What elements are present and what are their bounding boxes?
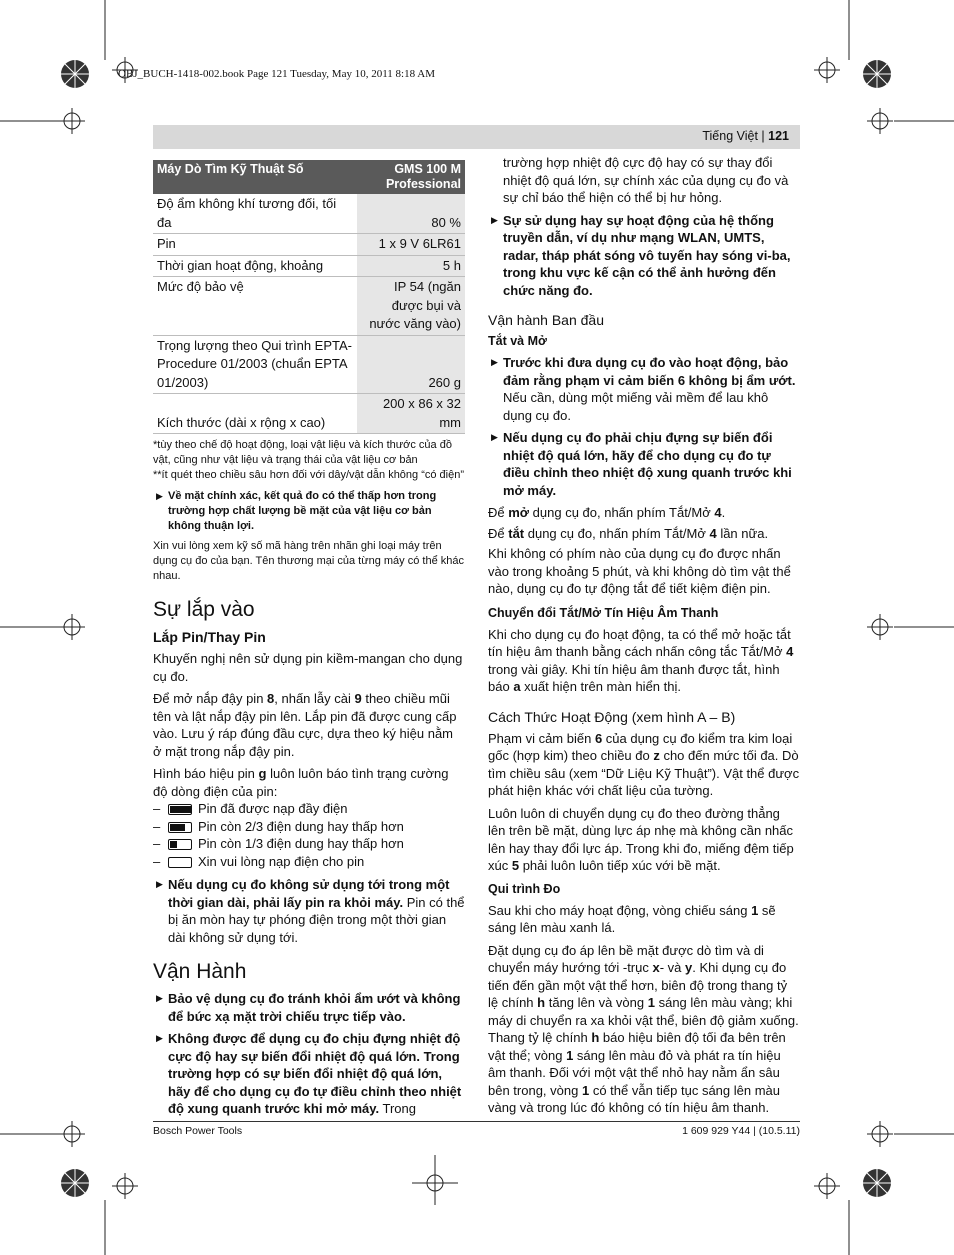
list-item: – Pin đã được nạp đầy điện xyxy=(153,801,348,816)
table-row: Thời gian hoạt động, khoảng 5 h xyxy=(153,255,465,277)
table-row: Trọng lượng theo Qui trình EPTA-Procedure 01/2003 (chuẩn EPTA 01/2003) 260 g xyxy=(153,335,465,394)
subsection-title-startup: Vận hành Ban đầu xyxy=(488,312,604,328)
table-row: Kích thước (dài x rộng x cao) 200 x 86 x 32 mm xyxy=(153,394,465,434)
battery-two-thirds-icon xyxy=(168,822,192,833)
paragraph: Hình báo hiệu pin g luôn luôn báo tình trạng cường độ dòng điện của pin: xyxy=(153,766,449,799)
spec-head-label: Máy Dò Tìm Kỹ Thuật Số xyxy=(153,160,357,194)
subsection-title-onoff: Tắt và Mở xyxy=(488,334,547,348)
table-row: Mức độ bảo vệ IP 54 (ngăn được bụi và nước văng vào) xyxy=(153,277,465,336)
battery-full-icon xyxy=(168,804,192,815)
spec-head-model: GMS 100 M Professional xyxy=(357,160,465,194)
paragraph: Khi không có phím nào của dụng cụ đo được nhấn vào trong khoảng 5 phút, và khi không dò tìm vật thể nào, dụng cụ đo tự động tắt để tiết kiệm điện pin. xyxy=(488,546,791,596)
footer-rule xyxy=(153,1121,800,1122)
subsection-title-procedure: Qui trình Đo xyxy=(488,881,561,896)
paragraph: Để mở nắp đậy pin 8, nhấn lẫy cài 9 theo chiều mũi tên và lật nắp đậy pin lên. Lắp pin đã được cung cấp vào. Lưu ý ráp đúng đầu cực, dựa theo ký hiệu nằm ở mặt trong nắp đậy pin. xyxy=(153,691,457,759)
spec-table-header xyxy=(153,160,465,194)
paragraph: Để mở dụng cụ đo, nhấn phím Tắt/Mở 4. xyxy=(488,505,726,520)
paragraph: Đặt dụng cụ đo áp lên bề mặt được dò tìm và di chuyển máy hướng tới -trục x- và y. Khi dụng cụ đo tiến đến gần một vật thể hơn, biên độ trong thang tỷ lệ chính h tăng lên và vòng 1 sáng lên màu vàng; khi máy di chuyển ra xa khỏi vật thể, biên độ giảm xuống. Thang tỷ lệ chính h báo hiệu biên độ tối đa bên trên vật thể; vòng 1 sáng lên màu đỏ và phát ra tín hiệu âm thanh. Đối với một vật thể nhỏ hay nằm ẩn sâu bên trong, vòng 1 có thể vẫn tiếp tục sáng lên màu vàng và trong lúc đó không có tín hiệu âm thanh. xyxy=(488,942,799,1115)
page-number: 121 xyxy=(768,129,789,143)
list-item: – Pin còn 2/3 điện dung hay thấp hơn xyxy=(153,818,404,834)
bullet-triangle-icon: ▶ xyxy=(491,357,498,367)
page-header: Tiếng Việt | 121 xyxy=(702,129,789,143)
paragraph: Khuyến nghị nên sử dụng pin kiềm-mangan cho dụng cụ đo. xyxy=(153,651,463,684)
list-item: – Pin còn 1/3 điện dung hay thấp hơn xyxy=(153,836,404,851)
bullet-triangle-icon: ▶ xyxy=(156,491,163,501)
section-title-assembly: Sự lắp vào xyxy=(153,598,255,621)
bullet-triangle-icon: ▶ xyxy=(156,993,163,1003)
bullet-triangle-icon: ▶ xyxy=(156,1033,163,1043)
paragraph: Sau khi cho máy hoạt động, vòng chiếu sáng 1 sẽ sáng lên màu xanh lá. xyxy=(488,902,776,935)
warning-moisture: ▶ Bảo vệ dụng cụ đo tránh khỏi ẩm ướt và không để bức xạ mặt trời chiếu trực tiếp vào. xyxy=(156,991,461,1024)
paragraph: Để tắt dụng cụ đo, nhấn phím Tắt/Mở 4 lần nữa. xyxy=(488,525,769,541)
warning-acclimate: ▶ Nếu dụng cụ đo phải chịu đựng sự biến đổi nhiệt độ quá lớn, hãy để cho dụng cụ đo tự điều chỉnh theo nhiệt độ xung quanh trước khi mở máy. xyxy=(491,430,792,498)
footnote-2: **ít quét theo chiều sâu hơn đối với dây/vật dẫn không “có điện” xyxy=(153,469,465,481)
subsection-title-sound: Chuyển đổi Tắt/Mở Tín Hiệu Âm Thanh xyxy=(488,605,719,620)
serial-note: Xin vui lòng xem kỹ số mã hàng trên nhãn ghi loại máy trên dụng cụ đo của bạn. Tên thương mại của từng máy có thể khác nhau. xyxy=(153,540,464,582)
table-row: Pin 1 x 9 V 6LR61 xyxy=(153,234,465,256)
list-item: – Xin vui lòng nạp điện cho pin xyxy=(153,853,365,869)
paragraph: Khi cho dụng cụ đo hoạt động, ta có thể mở hoặc tắt tín hiệu âm thanh bằng cách nhấn công tắc Tắt/Mở 4 trong vài giây. Khi tín hiệu âm thanh được tắt, hình báo a xuất hiện trên màn hiển thị. xyxy=(488,626,794,694)
right-column xyxy=(488,154,800,1122)
battery-empty-icon xyxy=(168,857,192,868)
bullet-triangle-icon: ▶ xyxy=(156,879,163,889)
bullet-triangle-icon: ▶ xyxy=(491,214,498,225)
table-row: Độ ẩm không khí tương đối, tối đa 80 % xyxy=(153,194,465,234)
footer-brand: Bosch Power Tools xyxy=(153,1125,243,1137)
header-language: Tiếng Việt xyxy=(702,129,758,143)
battery-one-third-icon xyxy=(168,839,192,850)
warning-interference: ▶ Sự sử dụng hay sự hoạt động của hệ thống truyền dẫn, ví dụ như mạng WLAN, UMTS, radar, tháp phát sóng vô tuyến hay sóng vi-ba, trong khu vực kế cận có thể ảnh hưởng đến chức năng đo. xyxy=(491,212,791,298)
paragraph: Luôn luôn di chuyển dụng cụ đo theo đường thẳng lên trên bề mặt, dùng lực áp nhẹ mà không cần nhấc lên hay thay đổi lực áp. Trong khi đo, miếng đệm tiếp xúc 5 phải luôn luôn tiếp xúc với bề mặt. xyxy=(488,805,794,873)
warning-temperature: ▶ Không được để dụng cụ đo chịu đựng nhiệt độ cực độ hay sự biến đổi nhiệt độ quá lớn. Trong trường hợp có sự biến đổi nhiệt độ quá lớn, hãy để cho dụng cụ đo tự điều chỉnh theo nhiệt độ xung quanh trước khi mở máy. Trong xyxy=(156,1031,462,1116)
section-title-operation: Vận Hành xyxy=(153,960,247,983)
footnote-1: *tùy theo chế độ hoạt động, loại vật liệu và kích thước của đồ vật, cũng như vật liệu và trạng thái của vật liệu cơ bản xyxy=(153,439,452,466)
footer-doc-number: 1 609 929 Y44 | (10.5.11) xyxy=(682,1125,800,1137)
subsection-title-method: Cách Thức Hoạt Động (xem hình A – B) xyxy=(488,708,736,725)
left-column xyxy=(153,160,465,1123)
warning-sensor-dry: ▶ Trước khi đưa dụng cụ đo vào hoạt động, bảo đảm rằng phạm vi cảm biến 6 không bị ẩm ướt. Nếu cần, dùng một miếng vải mềm để lau khô dụng cụ đo. xyxy=(491,355,796,423)
subsection-title-battery: Lắp Pin/Thay Pin xyxy=(153,629,266,645)
paragraph-continued: trường hợp nhiệt độ cực độ hay có sự thay đổi nhiệt độ quá lớn, sự chính xác của dụng cụ đo và sự chỉ báo thể hiện có thể bị hư hỏng. xyxy=(503,155,789,205)
warning-accuracy: ▶ Về mặt chính xác, kết quả đo có thể thấp hơn trong trường hợp chất lượng bề mặt của vật liệu cơ bản không thuận lợi. xyxy=(156,490,437,532)
bullet-triangle-icon: ▶ xyxy=(491,432,498,442)
paragraph: Phạm vi cảm biến 6 của dụng cụ đo kiểm tra kim loại gốc (hợp kim) theo chiều đo z cho đến mức tối đa. Dò tìm chiều sâu (xem “Dữ Liệu Kỹ Thuật”). Vật thể được phát hiện khác với chất liệu của tường. xyxy=(488,730,800,798)
spec-table xyxy=(153,160,465,434)
print-slug: OBJ_BUCH-1418-002.book Page 121 Tuesday, May 10, 2011 8:18 AM xyxy=(118,68,435,80)
warning-remove-battery: ▶ Nếu dụng cụ đo không sử dụng tới trong một thời gian dài, phải lấy pin ra khỏi máy. Pin có thể bị ăn mòn hay tự phóng điện trong một thời gian dài không sử dụng tới. xyxy=(156,877,465,945)
